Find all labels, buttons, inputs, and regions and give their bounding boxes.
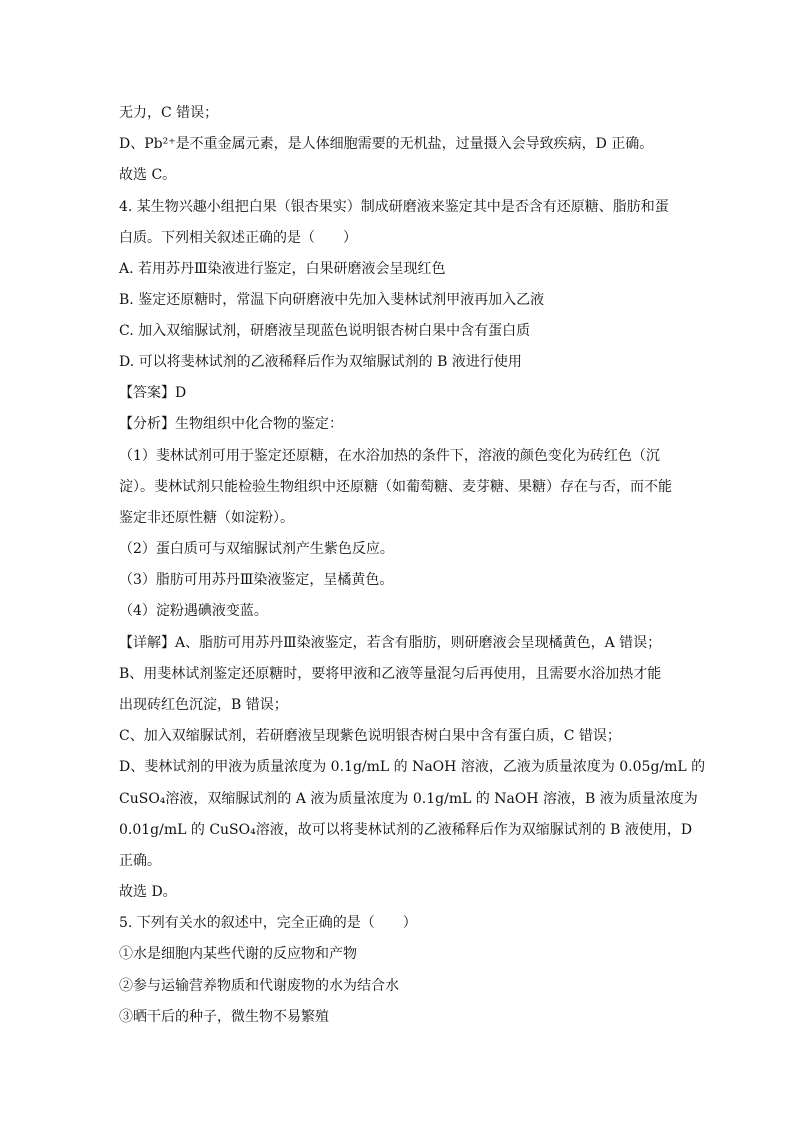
analysis-line: （2）蛋白质可与双缩脲试剂产生紫色反应。 [119,541,394,557]
detail-line: C、加入双缩脲试剂，若研磨液呈现紫色说明银杏树白果中含有蛋白质，C 错误； [119,728,621,744]
option-c: C. 加入双缩脲试剂，研磨液呈现蓝色说明银杏树白果中含有蛋白质 [119,323,531,339]
text-line: 故选 C。 [119,167,177,183]
statement-2: ②参与运输营养物质和代谢废物的水为结合水 [119,978,399,994]
statement-3: ③晒干后的种子，微生物不易繁殖 [119,1009,329,1025]
detail-line: 正确。 [119,853,161,869]
option-a: A. 若用苏丹Ⅲ染液进行鉴定，白果研磨液会呈现红色 [119,261,446,277]
detail-line: CuSO₄溶液，双缩脲试剂的 A 液为质量浓度为 0.1g/mL 的 NaOH 溶液，B 液为质量浓度为 [119,791,698,807]
question-5-stem: 5. 下列有关水的叙述中，完全正确的是（ ） [119,915,417,931]
option-b: B. 鉴定还原糖时，常温下向研磨液中先加入斐林试剂甲液再加入乙液 [119,292,545,308]
detail-line: B、用斐林试剂鉴定还原糖时，要将甲液和乙液等量混匀后再使用，且需要水浴加热才能 [119,666,662,682]
detail-line: D、斐林试剂的甲液为质量浓度为 0.1g/mL 的 NaOH 溶液，乙液为质量浓度为 0.05g/mL 的 [119,759,706,775]
analysis-line: （4）淀粉遇碘液变蓝。 [119,603,268,619]
conclusion-line: 故选 D。 [119,884,177,900]
analysis-line: 淀）。斐林试剂只能检验生物组织中还原糖（如葡萄糖、麦芽糖、果糖）存在与否，而不能 [119,479,672,495]
answer-line: 【答案】D [119,385,187,401]
text-line: 无力，C 错误； [119,105,219,121]
analysis-heading: 【分析】生物组织中化合物的鉴定： [119,416,343,432]
text-line: D、Pb²⁺是不重金属元素，是人体细胞需要的无机盐，过量摄入会导致疾病，D 正确。 [119,136,654,152]
detail-line: 【详解】A、脂肪可用苏丹Ⅲ染液鉴定，若含有脂肪，则研磨液会呈现橘黄色，A 错误； [119,635,662,651]
statement-1: ①水是细胞内某些代谢的反应物和产物 [119,946,357,962]
detail-line: 出现砖红色沉淀，B 错误； [119,697,288,713]
question-4-stem: 白质。下列相关叙述正确的是（ ） [119,230,357,246]
option-d: D. 可以将斐林试剂的乙液稀释后作为双缩脲试剂的 B 液进行使用 [119,354,522,370]
question-4-stem: 4. 某生物兴趣小组把白果（银杏果实）制成研磨液来鉴定其中是否含有还原糖、脂肪和蛋 [119,199,669,215]
detail-line: 0.01g/mL 的 CuSO₄溶液，故可以将斐林试剂的乙液稀释后作为双缩脲试剂的 B 液使用，D [119,822,693,838]
analysis-line: （3）脂肪可用苏丹Ⅲ染液鉴定，呈橘黄色。 [119,572,394,588]
analysis-line: （1）斐林试剂可用于鉴定还原糖，在水浴加热的条件下，溶液的颜色变化为砖红色（沉 [119,448,660,464]
analysis-line: 鉴定非还原性糖（如淀粉）。 [119,510,294,526]
